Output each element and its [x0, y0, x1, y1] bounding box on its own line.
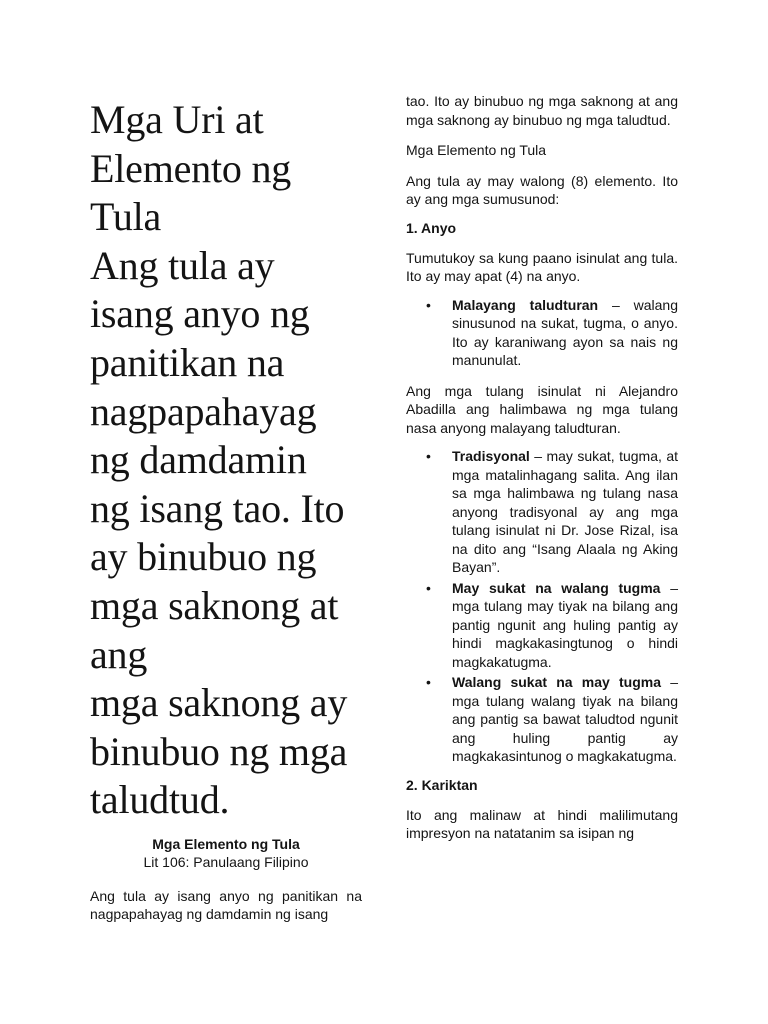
title-line: mga saknong at — [90, 582, 339, 628]
title-line: panitikan na — [90, 339, 285, 385]
title-line: Elemento ng — [90, 145, 292, 191]
left-column — [90, 96, 362, 924]
bullet-icon: • — [426, 674, 431, 690]
elements-intro: Ang tula ay may walong (8) elemento. Ito ay ang mga sumusunod: — [406, 172, 678, 207]
bullet-icon: • — [426, 448, 431, 464]
list-item — [406, 673, 678, 766]
title-line: isang anyo ng — [90, 291, 310, 337]
list-item-term: Tradisyonal — [452, 448, 530, 464]
list-item-text: – walang sinusunod na sukat, tugma, o anyo. Ito ay karaniwang ayon sa nais ng manunulat. — [452, 296, 678, 368]
title-line: ay binubuo ng — [90, 534, 317, 580]
page-title — [90, 96, 362, 825]
anyo-list-1 — [406, 296, 678, 370]
title-line: Mga Uri at — [90, 97, 264, 142]
title-line: ang — [90, 631, 148, 677]
document-title: Mga Elemento ng Tula — [152, 835, 300, 852]
right-column — [406, 92, 678, 843]
anyo-list-2 — [406, 447, 678, 766]
title-line: Ang tula ay — [90, 242, 275, 288]
list-item-term: May sukat na walang tugma — [452, 579, 661, 596]
section-label: Mga Elemento ng Tula — [406, 142, 547, 158]
title-line: nagpapahayag — [90, 388, 317, 434]
intro-paragraph-continued: tao. Ito ay binubuo ng mga saknong at ang mga saknong ay binubuo ng mga taludtud. — [406, 93, 678, 128]
list-item-text: – mga tulang walang tiyak na bilang ang pantig sa bawat taludtod ngunit ang huling pantig ay magkakasintunog o magkakatugma. — [452, 674, 678, 764]
kariktan-description: Ito ang malinaw at hindi malilimutang impresyon na natatanim sa isipan ng — [406, 806, 678, 841]
section-heading-kariktan: 2. Kariktan — [406, 776, 478, 793]
list-item-term: Malayang taludturan — [452, 296, 599, 313]
title-line: binubuo ng mga — [90, 728, 348, 774]
title-line: mga saknong ay — [90, 680, 348, 726]
list-item-text: – mga tulang may tiyak na bilang ang pantig ngunit ang huling pantig ay hindi magkakasingtunog o hindi magkakatugma. — [452, 579, 678, 670]
list-item — [406, 296, 678, 370]
anyo-description: Tumutukoy sa kung paano isinulat ang tula. Ito ay may apat (4) na anyo. — [406, 249, 678, 284]
bullet-icon: • — [426, 296, 431, 313]
list-item-term: Walang sukat na may tugma — [452, 674, 661, 690]
title-line: Tula — [90, 194, 162, 240]
intro-paragraph: Ang tula ay isang anyo ng panitikan na nagpapahayag ng damdamin ng isang — [90, 887, 362, 923]
bullet-icon: • — [426, 579, 431, 596]
list-item-text: – may sukat, tugma, at mga matalinhagang salita. Ang ilan sa mga halimbawa ng tulang nasa anyong tradisyonal ay ang mga tulang isinulat ni Dr. Jose Rizal, isa na dito ang “Isang Alaala ng Aking Bayan”. — [452, 448, 678, 575]
section-heading-anyo: 1. Anyo — [406, 219, 457, 236]
anyo-example: Ang mga tulang isinulat ni Alejandro Abadilla ang halimbawa ng mga tulang nasa anyong malayang taludturan. — [406, 382, 678, 436]
document-subtitle: Lit 106: Panulaang Filipino — [143, 853, 309, 870]
title-line: ng damdamin — [90, 437, 307, 483]
title-line: taludtud. — [90, 777, 230, 823]
list-item — [406, 579, 678, 672]
list-item — [406, 447, 678, 577]
title-line: ng isang tao. Ito — [90, 485, 345, 531]
